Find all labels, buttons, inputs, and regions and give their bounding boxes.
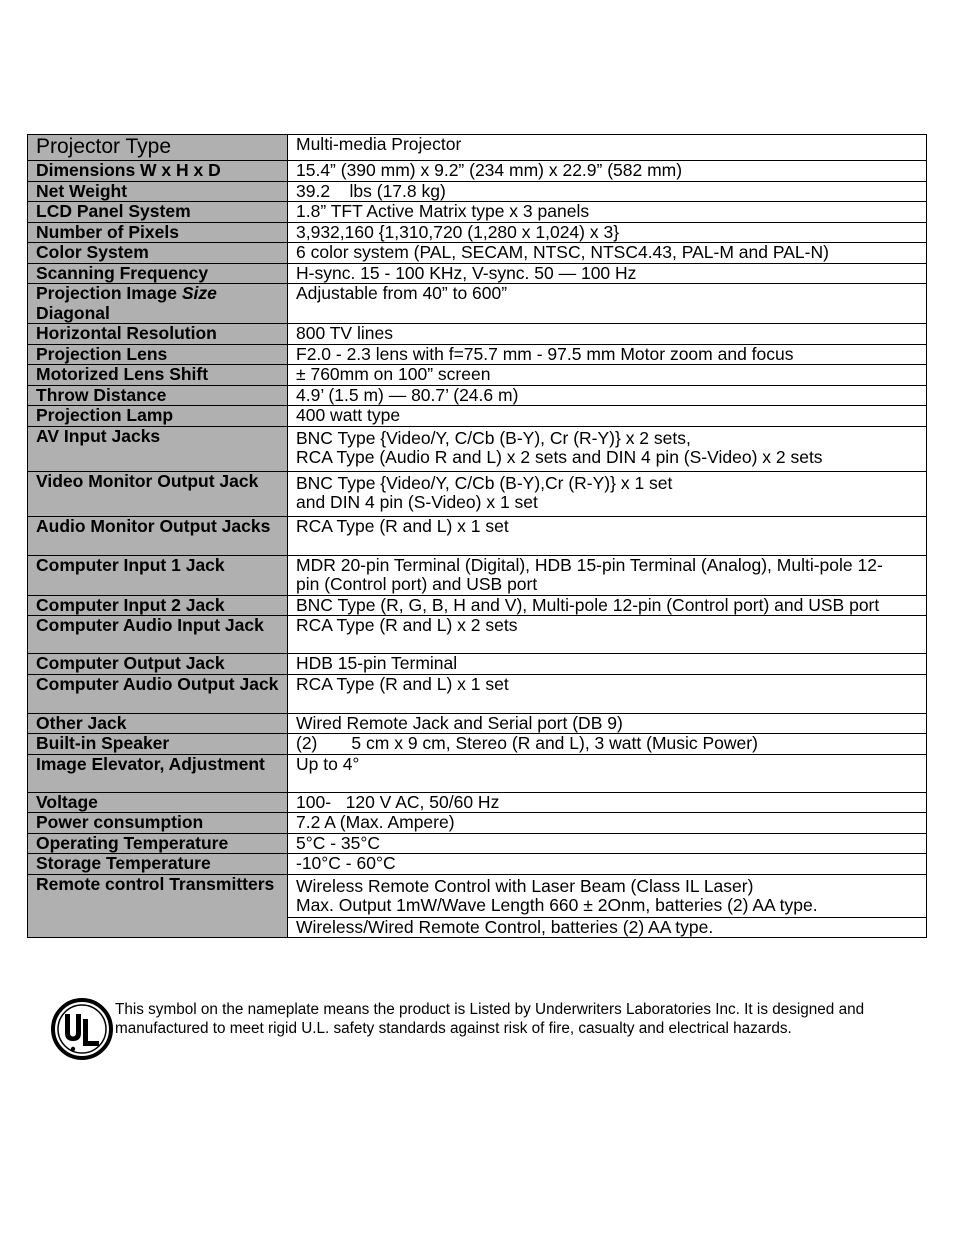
- spec-value-line: RCA Type (R and L) x 1 set: [296, 673, 509, 694]
- spec-row: [28, 135, 927, 161]
- spec-label: [28, 284, 288, 324]
- spec-value: [288, 222, 927, 243]
- spec-value-line: RCA Type (Audio R and L) x 2 sets and DIN 4 pin (S-Video) x 2 sets: [296, 447, 823, 467]
- spec-value-line: 39.2 lbs (17.8 kg): [296, 180, 446, 201]
- spec-value: [288, 284, 927, 324]
- spec-value-line: MDR 20-pin Terminal (Digital), HDB 15-pin Terminal (Analog), Multi-pole 12-: [296, 554, 883, 575]
- spec-row: [28, 734, 927, 755]
- spec-label: Computer Input 2 Jack: [28, 595, 288, 616]
- spec-label: Motorized Lens Shift: [28, 365, 288, 386]
- spec-value: [288, 243, 927, 264]
- spec-value: [288, 555, 927, 595]
- spec-row: [28, 674, 927, 713]
- spec-value-line: 6 color system (PAL, SECAM, NTSC, NTSC4.43, PAL-M and PAL-N): [296, 242, 829, 262]
- spec-value: [288, 202, 927, 223]
- spec-label: Image Elevator, Adjustment: [28, 754, 288, 792]
- spec-value-line: 4.9’ (1.5 m) — 80.7’ (24.6 m): [296, 384, 519, 405]
- spec-value-line: -10°C - 60°C: [296, 853, 396, 873]
- spec-value-line: BNC Type (R, G, B, H and V), Multi-pole 12-pin (Control port) and USB port: [296, 594, 880, 615]
- spec-value-line: HDB 15-pin Terminal: [296, 653, 458, 673]
- spec-value: [288, 344, 927, 365]
- spec-label: Built-in Speaker: [28, 734, 288, 755]
- spec-label-part: Size: [181, 283, 217, 303]
- spec-label: Power consumption: [28, 813, 288, 834]
- spec-value-line: 1.8” TFT Active Matrix type x 3 panels: [296, 201, 590, 221]
- spec-value-line: Wireless/Wired Remote Control, batteries (2) AA type.: [296, 916, 714, 937]
- spec-row: [28, 406, 927, 427]
- spec-row: [28, 833, 927, 854]
- spec-value-line: 15.4” (390 mm) x 9.2” (234 mm) x 22.9” (582 mm): [296, 160, 683, 180]
- spec-label: AV Input Jacks: [28, 426, 288, 471]
- spec-row: [28, 516, 927, 555]
- spec-value-line: Wired Remote Jack and Serial port (DB 9): [296, 712, 623, 733]
- ul-logo-icon: [50, 997, 114, 1061]
- spec-value-line: RCA Type (R and L) x 1 set: [296, 515, 509, 536]
- spec-row: [28, 874, 927, 917]
- ul-note-text: This symbol on the nameplate means the product is Listed by Underwriters Laboratories Inc. It is designed and manufactured to meet rigid U.L. safety standards against risk of fire, casualty and electrical hazards.: [115, 1001, 865, 1037]
- spec-value: [288, 833, 927, 854]
- spec-label: Voltage: [28, 792, 288, 813]
- spec-value: [288, 385, 927, 406]
- spec-value: [288, 734, 927, 755]
- spec-label: LCD Panel System: [28, 202, 288, 223]
- spec-row: [28, 792, 927, 813]
- spec-value-line: 100- 120 V AC, 50/60 Hz: [296, 791, 500, 812]
- spec-label: Computer Audio Output Jack: [28, 674, 288, 713]
- spec-row: [28, 471, 927, 516]
- spec-value-line: Up to 4°: [296, 753, 360, 774]
- spec-row: [28, 222, 927, 243]
- spec-label-part: Diagonal: [36, 302, 110, 323]
- spec-value: [288, 854, 927, 875]
- spec-value-line: 400 watt type: [296, 405, 401, 425]
- ul-listing-note: [50, 997, 920, 1067]
- spec-value: [288, 792, 927, 813]
- spec-row: [28, 813, 927, 834]
- spec-value-line: 3,932,160 {1,310,720 (1,280 x 1,024) x 3}: [296, 221, 620, 242]
- spec-value-line: Multi-media Projector: [296, 134, 462, 154]
- spec-value-line: 5°C - 35°C: [296, 832, 381, 853]
- spec-label: Projector Type: [28, 135, 288, 161]
- spec-value: [288, 181, 927, 202]
- spec-value-line: 7.2 A (Max. Ampere): [296, 812, 455, 832]
- spec-value-line: Max. Output 1mW/Wave Length 660 ± 2Onm, batteries (2) AA type.: [296, 895, 818, 915]
- spec-row: [28, 243, 927, 264]
- spec-label: Scanning Frequency: [28, 263, 288, 284]
- spec-row: [28, 344, 927, 365]
- spec-value: [288, 365, 927, 386]
- spec-value: [288, 595, 927, 616]
- spec-label: Projection Lamp: [28, 406, 288, 427]
- spec-value: [288, 324, 927, 345]
- spec-label: Horizontal Resolution: [28, 324, 288, 345]
- spec-value-line: RCA Type (R and L) x 2 sets: [296, 615, 518, 635]
- spec-label: Throw Distance: [28, 385, 288, 406]
- spec-value: [288, 616, 927, 654]
- spec-row: [28, 426, 927, 471]
- spec-value-line: BNC Type {Video/Y, C/Cb (B-Y),Cr (R-Y)} x 1 set: [296, 472, 673, 493]
- spec-value-line: and DIN 4 pin (S-Video) x 1 set: [296, 492, 538, 512]
- spec-value: [288, 161, 927, 182]
- spec-row: [28, 754, 927, 792]
- spec-value-line: F2.0 - 2.3 lens with f=75.7 mm - 97.5 mm Motor zoom and focus: [296, 343, 794, 364]
- spec-value: [288, 654, 927, 675]
- spec-row: [28, 365, 927, 386]
- spec-value: [288, 263, 927, 284]
- spec-value-line: pin (Control port) and USB port: [296, 574, 538, 594]
- spec-value-line: Wireless Remote Control with Laser Beam (Class IL Laser): [296, 875, 754, 896]
- spec-label: Computer Output Jack: [28, 654, 288, 675]
- spec-label: Remote control Transmitters: [28, 874, 288, 938]
- spec-row: [28, 854, 927, 875]
- spec-label: Dimensions W x H x D: [28, 161, 288, 182]
- spec-label: Storage Temperature: [28, 854, 288, 875]
- spec-label: Computer Input 1 Jack: [28, 555, 288, 595]
- spec-label: Projection Lens: [28, 344, 288, 365]
- spec-value-line: BNC Type {Video/Y, C/Cb (B-Y), Cr (R-Y)} x 2 sets,: [296, 427, 691, 448]
- spec-label: Audio Monitor Output Jacks: [28, 516, 288, 555]
- spec-value-line: 800 TV lines: [296, 323, 393, 343]
- spec-value-line: Adjustable from 40” to 600”: [296, 283, 508, 303]
- spec-row: [28, 555, 927, 595]
- spec-value: [288, 674, 927, 713]
- spec-value: [288, 917, 927, 938]
- spec-value-line: (2) 5 cm x 9 cm, Stereo (R and L), 3 watt (Music Power): [296, 733, 758, 753]
- spec-value: [288, 471, 927, 516]
- spec-row: [28, 385, 927, 406]
- spec-row: [28, 181, 927, 202]
- spec-row: [28, 263, 927, 284]
- spec-row: [28, 595, 927, 616]
- spec-label: Net Weight: [28, 181, 288, 202]
- spec-row: [28, 284, 927, 324]
- spec-label: Video Monitor Output Jack: [28, 471, 288, 516]
- spec-value-line: H-sync. 15 - 100 KHz, V-sync. 50 — 100 Hz: [296, 262, 637, 283]
- spec-label: Number of Pixels: [28, 222, 288, 243]
- spec-value: [288, 813, 927, 834]
- spec-value: [288, 426, 927, 471]
- spec-value: [288, 713, 927, 734]
- spec-table: [27, 134, 927, 938]
- spec-label: Other Jack: [28, 713, 288, 734]
- spec-label: Operating Temperature: [28, 833, 288, 854]
- spec-row: [28, 616, 927, 654]
- spec-label: Color System: [28, 243, 288, 264]
- spec-row: [28, 713, 927, 734]
- spec-label: Computer Audio Input Jack: [28, 616, 288, 654]
- spec-value: [288, 754, 927, 792]
- spec-row: [28, 324, 927, 345]
- spec-value: [288, 406, 927, 427]
- spec-value-line: ± 760mm on 100” screen: [296, 364, 491, 384]
- spec-value: [288, 874, 927, 917]
- spec-value: [288, 516, 927, 555]
- spec-value: [288, 135, 927, 161]
- spec-row: [28, 161, 927, 182]
- spec-label-part: Projection Image: [36, 283, 182, 303]
- spec-row: [28, 202, 927, 223]
- spec-row: [28, 654, 927, 675]
